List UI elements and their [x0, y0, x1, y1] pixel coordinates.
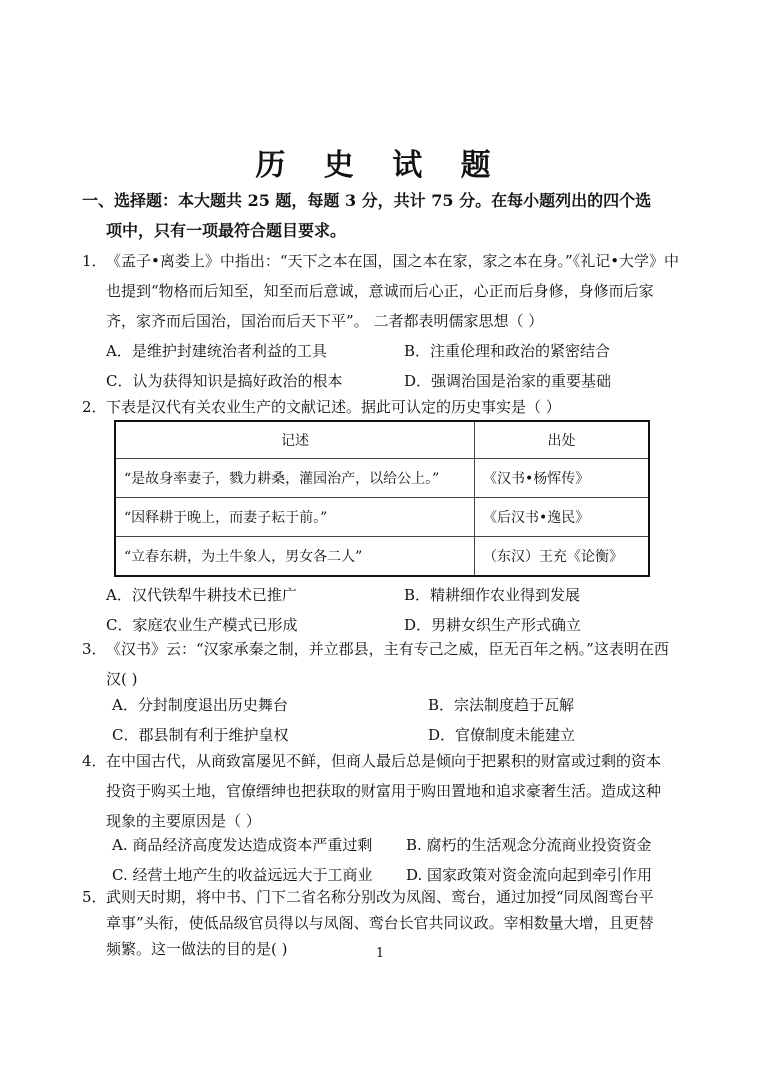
question-text-line: 汉( ): [106, 670, 138, 688]
table-row: [115, 459, 649, 498]
question-1: [82, 246, 682, 336]
option-c[interactable]: C．认为获得知识是搞好政治的根本: [106, 372, 343, 390]
table-row: [115, 537, 649, 577]
question-number: 1．: [82, 252, 107, 270]
question-text-line: 齐，家齐而后国治，国治而后天下平”。 二者都表明儒家思想（ ）: [106, 312, 544, 330]
question-3: [82, 634, 682, 694]
question-text-line: 现象的主要原因是（ ）: [106, 812, 261, 830]
question-number: 5．: [82, 888, 107, 906]
option-b[interactable]: B. 腐朽的生活观念分流商业投资资金: [406, 836, 652, 854]
table-cell-record: “立春东耕，为土牛象人，男女各二人”: [115, 537, 475, 577]
table-cell-record: “是故身率妻子，戮力耕桑，灌园治产，以给公上。”: [115, 459, 475, 498]
table-header-row: [115, 421, 649, 459]
option-d[interactable]: D．男耕女织生产形式确立: [404, 616, 582, 634]
table-cell-source: （东汉）王充《论衡》: [475, 537, 650, 577]
option-c[interactable]: C．郡县制有利于维护皇权: [112, 726, 289, 744]
table-cell-source: 《后汉书•逸民》: [475, 498, 650, 537]
exam-title: 历 史 试 题: [255, 148, 505, 183]
table-header-source: 出处: [475, 421, 650, 459]
option-b[interactable]: B．宗法制度趋于瓦解: [428, 696, 575, 714]
section-heading-line-1: 一、选择题：本大题共 25 题，每题 3 分，共计 75 分。在每小题列出的四个选: [82, 191, 652, 210]
table-cell-source: 《汉书•杨恽传》: [475, 459, 650, 498]
question-text-line: 章事”头衔，使低品级官员得以与凤阁、鸾台长官共同议政。宰相数量大增，且更替: [106, 914, 654, 932]
question-text-line: 频繁。这一做法的目的是( ): [106, 940, 288, 958]
question-text-line: 也提到“物格而后知至，知至而后意诚，意诚而后心正，心正而后身修，身修而后家: [106, 282, 654, 300]
option-b[interactable]: B．精耕细作农业得到发展: [404, 586, 581, 604]
question-1-options: [106, 336, 611, 396]
option-a[interactable]: A．是维护封建统治者利益的工具: [106, 342, 327, 360]
question-text-line: 投资于购买土地，官僚缙绅也把获取的财富用于购田置地和追求豪奢生活。造成这种: [106, 782, 662, 800]
option-b[interactable]: B．注重伦理和政治的紧密结合: [404, 342, 611, 360]
records-table: [114, 420, 650, 577]
question-text-line: 在中国古代，从商致富屡见不鲜，但商人最后总是倾向于把累积的财富或过剩的资本: [106, 752, 662, 770]
question-3-options: [112, 690, 575, 750]
page-number: 1: [375, 946, 385, 961]
option-a[interactable]: A. 商品经济高度发达造成资本严重过剩: [112, 836, 373, 854]
table-header-record: 记述: [115, 421, 475, 459]
option-c[interactable]: C. 经营土地产生的收益远远大于工商业: [112, 866, 373, 884]
question-4-options: [112, 830, 652, 890]
question-text-line: 《孟子•离娄上》中指出：“天下之本在国，国之本在家，家之本在身。”《礼记•大学》中: [106, 252, 680, 270]
question-number: 4．: [82, 752, 107, 770]
question-4: [82, 746, 682, 836]
option-c[interactable]: C．家庭农业生产模式已形成: [106, 616, 298, 634]
section-heading: [82, 186, 686, 246]
section-heading-line-2: 项中，只有一项最符合题目要求。: [106, 221, 347, 240]
option-d[interactable]: D．官僚制度未能建立: [428, 726, 576, 744]
option-a[interactable]: A．汉代铁犁牛耕技术已推广: [106, 586, 297, 604]
question-text-line: 《汉书》云：“汉家承秦之制，并立郡县，主有专己之威，臣无百年之柄。”这表明在西: [106, 640, 669, 658]
question-2: [82, 392, 682, 422]
table-row: [115, 498, 649, 537]
question-text-line: 武则天时期，将中书、门下二省名称分别改为凤阁、鸾台，通过加授“同凤阁鸾台平: [106, 888, 654, 906]
question-text-line: 下表是汉代有关农业生产的文献记述。据此可认定的历史事实是（ ）: [106, 398, 561, 416]
option-a[interactable]: A．分封制度退出历史舞台: [112, 696, 288, 714]
option-d[interactable]: D．强调治国是治家的重要基础: [404, 372, 612, 390]
question-number: 3．: [82, 640, 107, 658]
table-cell-record: “因释耕于晚上，而妻子耘于前。”: [115, 498, 475, 537]
question-number: 2．: [82, 398, 107, 416]
option-d[interactable]: D. 国家政策对资金流向起到牵引作用: [406, 866, 653, 884]
question-2-options: [106, 580, 581, 640]
